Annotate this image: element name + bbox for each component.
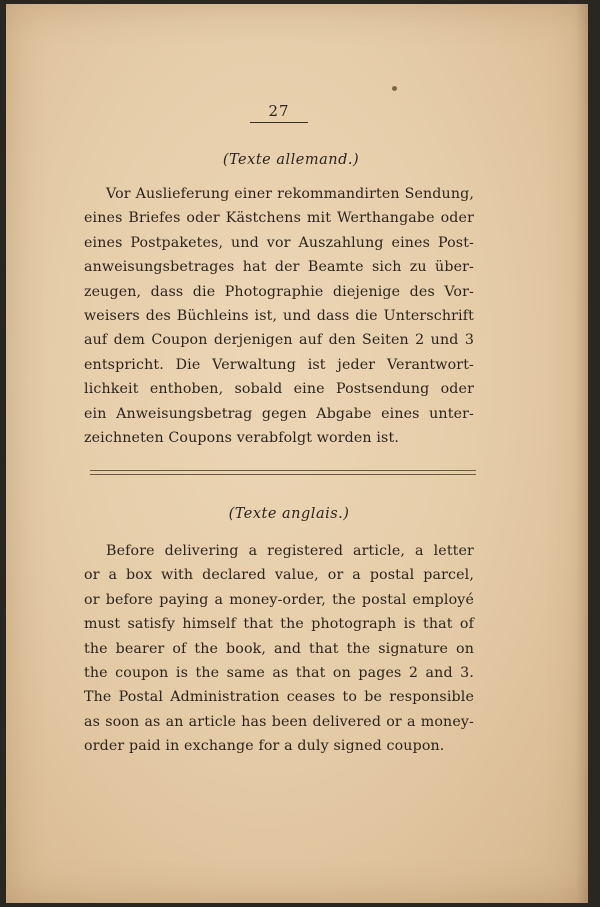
english-line: The Postal Administration ceases to be responsible bbox=[84, 689, 474, 706]
english-line: the coupon is the same as that on pages 2 and 3. bbox=[84, 665, 474, 682]
page-edge-shadow bbox=[576, 4, 588, 903]
english-section-title: (Texte anglais.) bbox=[228, 506, 350, 522]
german-line: Vor Auslieferung einer rekommandirten Sendung, bbox=[106, 186, 474, 202]
german-line: lichkeit enthoben, sobald eine Postsendung oder bbox=[84, 381, 474, 398]
book-page bbox=[6, 4, 588, 903]
german-line: entspricht. Die Verwaltung ist jeder Verantwort- bbox=[84, 356, 474, 373]
section-divider bbox=[90, 470, 476, 475]
english-line: or before paying a money-order, the postal employé bbox=[84, 591, 474, 608]
english-line: as soon as an article has been delivered or a money- bbox=[84, 713, 474, 730]
english-line: or a box with declared value, or a postal parcel, bbox=[84, 567, 474, 584]
german-line: eines Briefes oder Kästchens mit Werthangabe oder bbox=[84, 210, 474, 227]
german-line: zeichneten Coupons verabfolgt worden ist. bbox=[84, 430, 399, 447]
german-line: anweisungsbetrages hat der Beamte sich zu über- bbox=[84, 259, 474, 276]
german-section-title: (Texte allemand.) bbox=[222, 152, 360, 168]
german-line: zeugen, dass die Photographie diejenige des Vor- bbox=[84, 283, 474, 300]
english-line: the bearer of the book, and that the signature on bbox=[84, 640, 474, 657]
english-line: Before delivering a registered article, a letter bbox=[106, 543, 474, 559]
page-number: 27 bbox=[250, 102, 308, 123]
english-line: order paid in exchange for a duly signed coupon. bbox=[84, 738, 445, 755]
german-line: ein Anweisungsbetrag gegen Abgabe eines unter- bbox=[84, 405, 474, 422]
german-line: weisers des Büchleins ist, und dass die Unterschrift bbox=[84, 308, 474, 325]
english-paragraph bbox=[84, 539, 474, 759]
german-paragraph bbox=[84, 182, 474, 450]
german-line: eines Postpaketes, und vor Auszahlung eines Post- bbox=[84, 234, 474, 251]
english-line: must satisfy himself that the photograph is that of bbox=[84, 616, 474, 633]
ink-spot bbox=[392, 86, 397, 91]
german-line: auf dem Coupon derjenigen auf den Seiten 2 und 3 bbox=[84, 332, 474, 349]
